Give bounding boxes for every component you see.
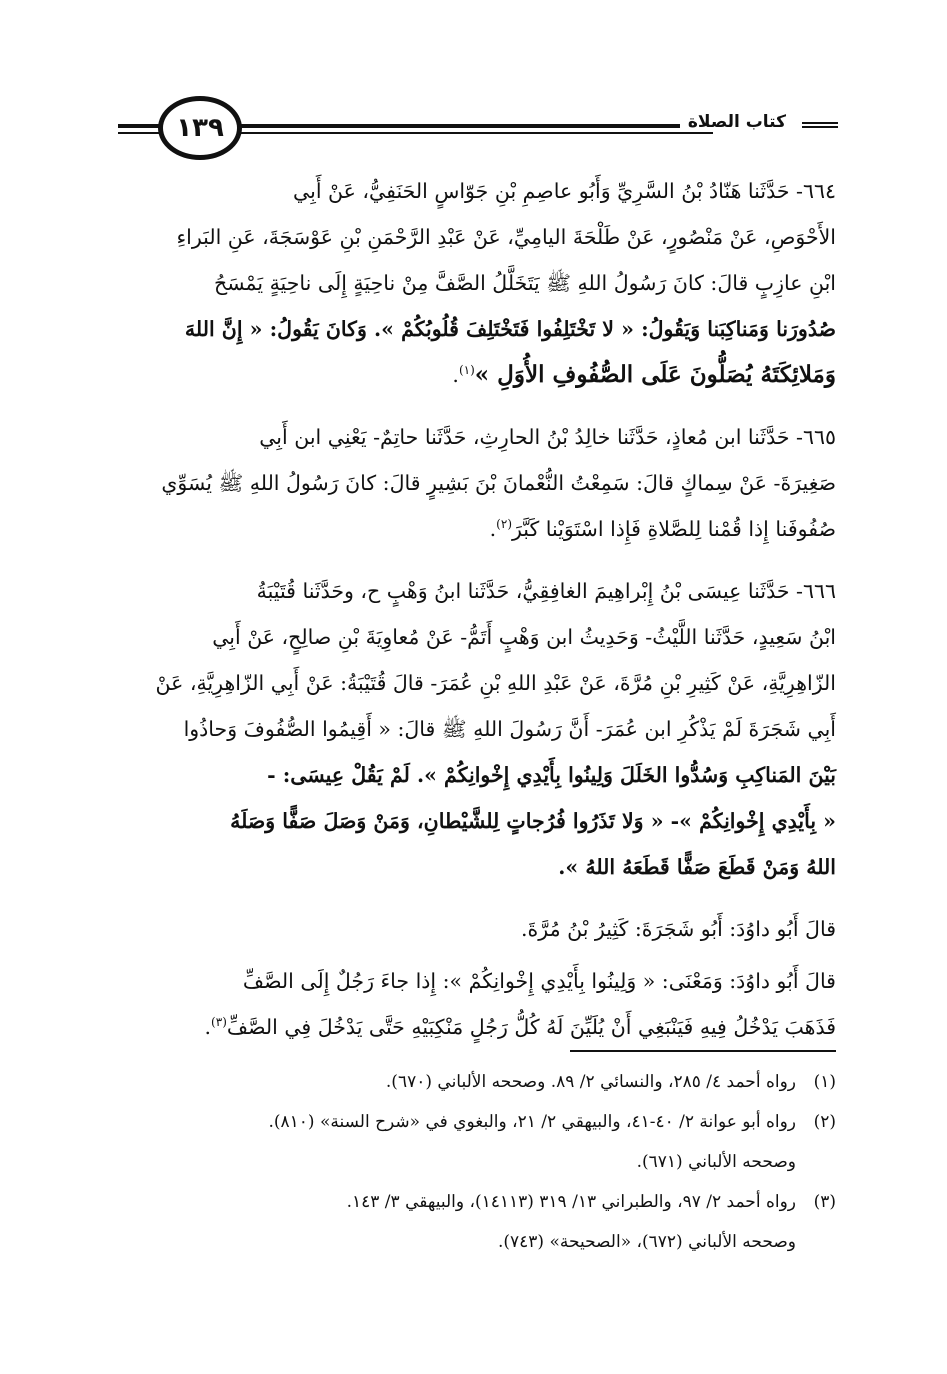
footnote-2 (118, 1102, 836, 1142)
page-number: ١٣٩ (176, 113, 224, 143)
footnote-3 (118, 1182, 836, 1222)
page-header (118, 96, 838, 164)
text-line: ٦٦٥- حَدَّثَنا ابن مُعاذٍ، حَدَّثَنا خالِدُ بْنُ الحارِثِ، حَدَّثَنا حاتِمٌ- يَعْنِي ابن أَبِي (259, 425, 836, 449)
footnote-continuation: وصححه الألباني (٦٧٢)، «الصحيحة» (٧٤٣). (497, 1232, 796, 1252)
text-line: صَغِيرَةَ- عَنْ سِماكٍ قالَ: سَمِعْتُ النُّعْمانَ بْنَ بَشِيرٍ قالَ: كانَ رَسُولُ اللهِ ﷺ يُسَوِّي (161, 471, 836, 495)
hadith-665: ٦٦٥- حَدَّثَنا ابن مُعاذٍ، حَدَّثَنا خالِدُ بْنُ الحارِثِ، حَدَّثَنا حاتِمٌ- يَعْنِي ابن أَبِي صَغِيرَةَ- عَنْ سِماكٍ قالَ: سَمِعْتُ النُّعْمانَ بْنَ بَشِيرٍ قالَ: كانَ رَسُولُ اللهِ ﷺ يُسَوِّي صُفُوفَنا إِذا قُمْنا لِلصَّلاةِ فَإِذا اسْتَوَيْنا كَبَّرَ$^{(٢)}$. (161, 425, 836, 541)
main-text (118, 168, 836, 1066)
text-line: « بِأَيْدِي إِخْوانِكُمْ »- « وَلا تَذَرُوا فُرُجاتٍ لِلشَّيْطانِ، وَمَنْ وَصَلَ صَفًّا وَصَلَهُ (230, 809, 836, 833)
footnote-ref[interactable]: (٢) (496, 517, 512, 532)
header-rule (234, 132, 713, 134)
header-rule (234, 124, 713, 128)
hadith-666 (118, 568, 836, 890)
text-line: صُفُوفَنا إِذا قُمْنا لِلصَّلاةِ فَإِذا اسْتَوَيْنا كَبَّرَ (512, 517, 836, 541)
hadith-664: ٦٦٤- حَدَّثَنا هَنّادُ بْنُ السَّرِيِّ وَأَبُو عاصِمِ بْنِ جَوّاسٍ الحَنَفِيُّ، عَنْ أَبِي الأَحْوَصِ، عَنْ مَنْصُورٍ، عَنْ طَلْحَةَ اليامِيِّ، عَنْ عَبْدِ الرَّحْمَنِ بْنِ عَوْسَجَةَ، عَنِ البَراءِ ابْنِ عازِبٍ قالَ: كانَ رَسُولُ اللهِ ﷺ يَتَخَلَّلُ الصَّفَّ مِنْ ناحِيَةٍ إِلَى ناحِيَةٍ يَمْسَحُ صُدُورَنا وَمَناكِبَنا وَيَقُولُ: « لا تَخْتَلِفُوا فَتَخْتَلِفَ قُلُوبُكُمْ ». وَكانَ يَقُولُ: « إِنَّ اللهَ وَمَلائِكَتَهُ يُصَلُّونَ عَلَى الصُّفُوفِ الأُوَلِ »$^{(١)}$. (176, 179, 836, 388)
text-line: قالَ أَبُو داوُدَ: أَبُو شَجَرَةَ: كَثِيرُ بْنُ مُرَّةَ. (521, 917, 836, 941)
title-dash-ornament (802, 122, 838, 128)
text-line: ٦٦٤- حَدَّثَنا هَنّادُ بْنُ السَّرِيِّ وَأَبُو عاصِمِ بْنِ جَوّاسٍ الحَنَفِيُّ، عَنْ أَبِي (293, 179, 836, 203)
text-line: صُدُورَنا وَمَناكِبَنا وَيَقُولُ: « لا تَخْتَلِفُوا فَتَخْتَلِفَ قُلُوبُكُمْ ». وَكانَ يَقُولُ: « إِنَّ اللهَ (184, 317, 836, 341)
footnote-number: (١) (813, 1072, 836, 1092)
text-line: قالَ أَبُو داوُدَ: وَمَعْنَى: « وَلِينُوا بِأَيْدِي إِخْوانِكُمْ »: إِذا جاءَ رَجُلٌ إِلَى الصَّفِّ (242, 969, 836, 993)
text-line: ابْنُ سَعِيدٍ، حَدَّثَنا اللَّيْثُ- وَحَدِيثُ ابن وَهْبٍ أَتَمُّ- عَنْ مُعاوِيَةَ بْنِ صالِحٍ، عَنْ أَبِي (212, 625, 836, 649)
footnote-ref[interactable]: (١) (458, 363, 475, 378)
footnote-separator (570, 1050, 836, 1052)
abu-dawud-note-2: قالَ أَبُو داوُدَ: وَمَعْنَى: « وَلِينُوا بِأَيْدِي إِخْوانِكُمْ »: إِذا جاءَ رَجُلٌ إِلَى الصَّفِّ فَذَهَبَ يَدْخُلُ فِيهِ فَيَنْبَغِي أَنْ يُلَيِّنَ لَهُ كُلُّ رَجُلٍ مَنْكِبَيْهِ حَتَّى يَدْخُلَ فِي الصَّفِّ$^{(٣)}$. (204, 969, 836, 1039)
footnote-continuation: وصححه الألباني (٦٧١). (636, 1152, 796, 1172)
text-line: فَذَهَبَ يَدْخُلُ فِيهِ فَيَنْبَغِي أَنْ يُلَيِّنَ لَهُ كُلُّ رَجُلٍ مَنْكِبَيْهِ حَتَّى يَدْخُلَ فِي الصَّفِّ (226, 1015, 836, 1039)
page-number-badge (158, 96, 242, 160)
text-line: أَبِي شَجَرَةَ لَمْ يَذْكُرِ ابن عُمَرَ- أَنَّ رَسُولَ اللهِ ﷺ قالَ: « أَقِيمُوا الصُّفُوفَ وَحاذُوا (183, 717, 836, 741)
footnote-text: رواه أبو عوانة ٢/ ٤٠-٤١، والبيهقي ٢/ ٢١، والبغوي في «شرح السنة» (٨١٠). (268, 1112, 796, 1132)
footnote-ref[interactable]: (٣) (211, 1015, 227, 1030)
text-line: الأَحْوَصِ، عَنْ مَنْصُورٍ، عَنْ طَلْحَةَ اليامِيِّ، عَنْ عَبْدِ الرَّحْمَنِ بْنِ عَوْسَجَةَ، عَنِ البَراءِ (176, 225, 836, 249)
abu-dawud-note-1 (118, 906, 836, 952)
footnotes (118, 1062, 836, 1262)
footnote-number: (٣) (813, 1192, 836, 1212)
text-line: ٦٦٦- حَدَّثَنا عِيسَى بْنُ إِبْراهِيمَ الغافِقِيُّ، حَدَّثَنا ابنُ وَهْبٍ ح، وحَدَّثَنا قُتَيْبَةُ (256, 579, 836, 603)
footnote-text: رواه أحمد ٢/ ٩٧، والطبراني ١٣/ ٣١٩ (١٤١١٣)، والبيهقي ٣/ ١٤٣. (346, 1192, 796, 1212)
text-line: وَمَلائِكَتَهُ يُصَلُّونَ عَلَى الصُّفُوفِ الأُوَلِ » (474, 361, 836, 388)
text-line: ابْنِ عازِبٍ قالَ: كانَ رَسُولُ اللهِ ﷺ يَتَخَلَّلُ الصَّفَّ مِنْ ناحِيَةٍ إِلَى ناحِيَةٍ يَمْسَحُ (213, 271, 836, 295)
text-line: الزّاهِرِيَّةِ، عَنْ كَثِيرِ بْنِ مُرَّةَ، عَنْ عَبْدِ اللهِ بْنِ عُمَرَ- قالَ قُتَيْبَةُ: عَنْ أَبِي الزّاهِرِيَّةِ، عَنْ (155, 671, 836, 695)
footnote-1 (118, 1062, 836, 1102)
footnote-number: (٢) (813, 1112, 836, 1132)
running-title: كتاب الصلاة (680, 112, 794, 132)
text-line: بَيْنَ المَناكِبِ وَسُدُّوا الخَلَلَ وَلِينُوا بِأَيْدِي إِخْوانِكُمْ ». لَمْ يَقُلْ عِيسَى: - (267, 763, 836, 787)
text-line: اللهُ وَمَنْ قَطَعَ صَفًّا قَطَعَهُ اللهُ ». (558, 855, 836, 879)
footnote-text: رواه أحمد ٤/ ٢٨٥، والنسائي ٢/ ٨٩. وصححه الألباني (٦٧٠). (385, 1072, 796, 1092)
